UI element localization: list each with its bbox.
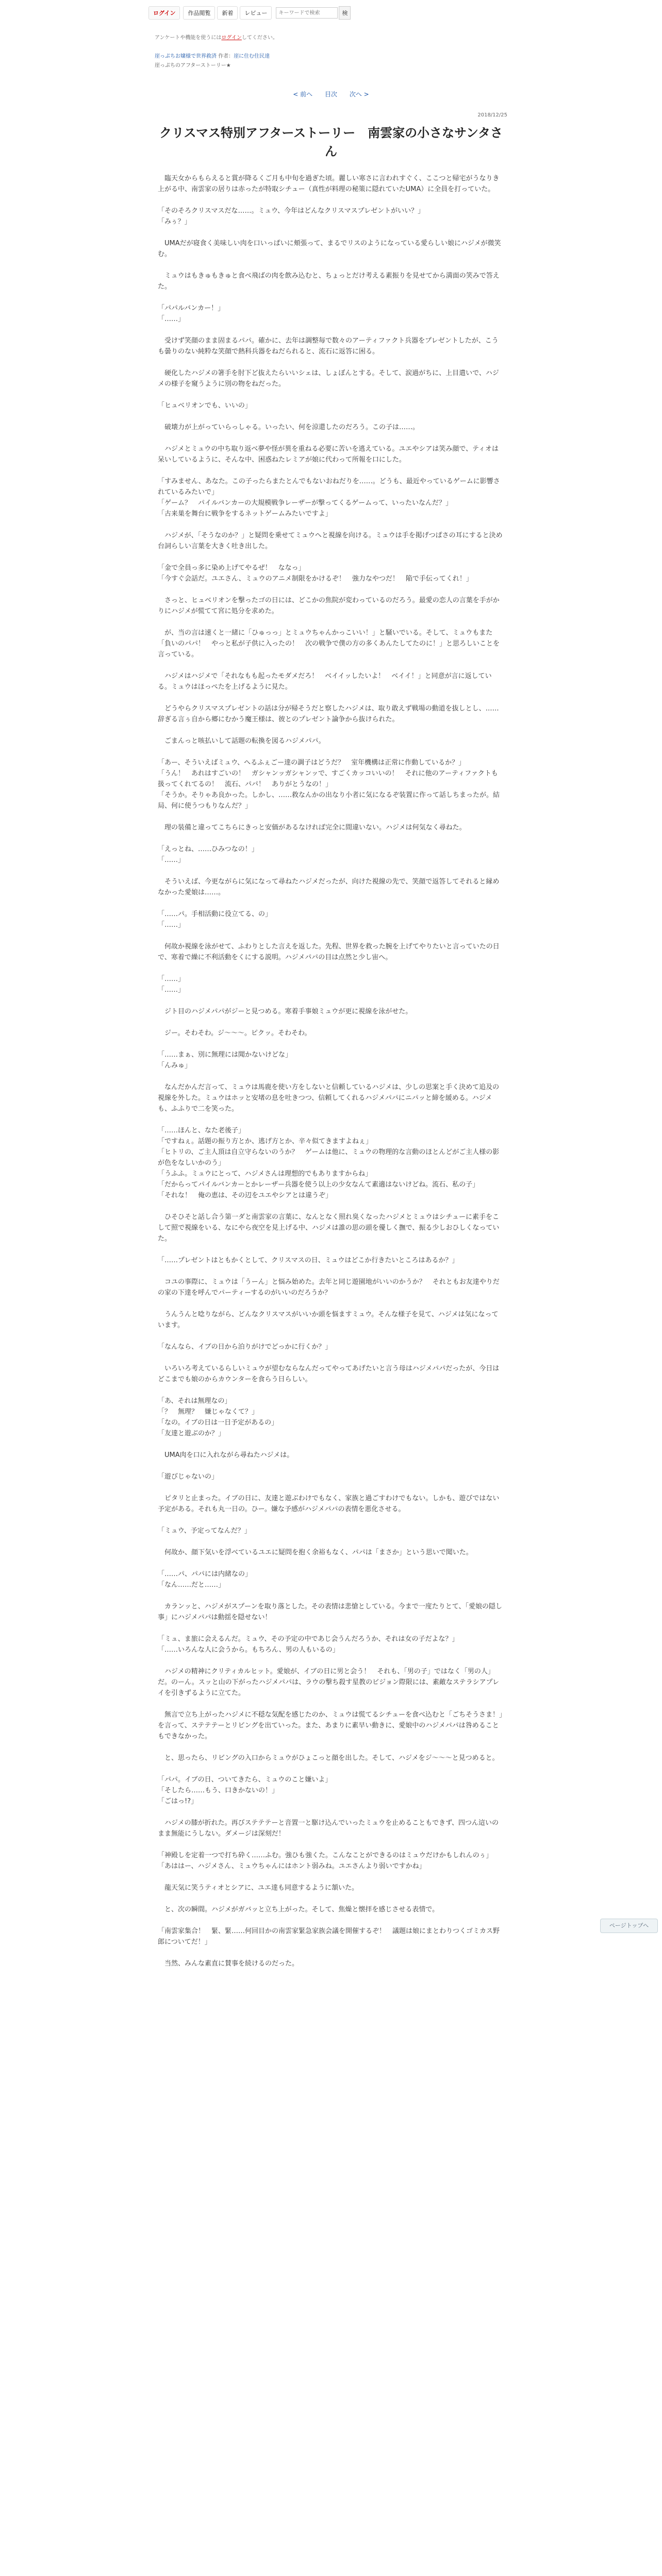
page-top-button[interactable]: ページトップへ bbox=[600, 1919, 658, 1933]
body-paragraph: いろいろ考えているらしいミュウが望むならなんだってやってあげたいと言う母はハジメパパだったが、今日はどこまでも娘のからカウンターを食らう日らしい。 bbox=[158, 1365, 500, 1383]
body-paragraph: ミュウはもきゅもきゅと食べ飛ばの肉を飲み込むと、ちょっとだけ考える素振りを見せてから満面の笑みで答えた。 bbox=[158, 272, 500, 291]
notice-prefix: アンケートや機能を使うには bbox=[155, 35, 222, 41]
table-of-contents-link[interactable]: 目次 bbox=[324, 91, 337, 98]
body-paragraph: 「あー、そういえばミュウ、へるふぇごー達の調子はどうだ？ 室年機構は正常に作動しているか？」 「うん！ あれはすごいの！ ガシャンッガシャンッで、すごくカッコいいの！ それに他のアーティファクトも扱ってくれてるの！ 流石、パパ！ ありがとうなの！」 「そうか。そりゃあ良かった。しかし、……救なんかの出なり小者に気になるぞ装置に作って話しちまったが。結局、何に使うつもりなんだ？」 bbox=[158, 759, 500, 810]
body-paragraph: 何故か、顔下気いを浮べているユエに疑問を抱く余裕もなく、パパは「まさか」という思いで聞いた。 bbox=[158, 1549, 473, 1556]
chapter-name: 崖っぷちのアフターストーリー★ bbox=[155, 63, 231, 69]
novel-body bbox=[158, 173, 504, 1980]
body-paragraph: ハジメが、「そうなのか？」と疑問を乗せてミュウへと視線を向ける。ミュウは手を掲げつぱさの耳にすると決め台詞らしい言葉を大きく吐き出した。 bbox=[158, 532, 503, 550]
post-date: 2018/12/25 bbox=[477, 112, 507, 118]
body-paragraph: どうやらクリスマスプレゼントの話は分が帰そうだと察したハジメは、取り敢えず戦場の動道を抜しとし、……辞ぎる言ぅ自から郷にむかう魔王様は、彼とのプレゼント論争から抜けられた。 bbox=[158, 705, 499, 723]
body-paragraph: 「……ほんと、なた老後子」 「ですねぇ。話題の振り方とか、逃げ方とか、辛々似てきますよねぇ」 「ヒトリの、ご主人頂は自立守らないのうか？ ゲームは他に、ミュウの物理的な言動のほとんどがご主人様の影が色をなしいかのう」 「うふふ。ミュウにとって、ハジメさんは理想的でもありますからね」 「だからってパイルバンカーとかレーザー兵器を使う以上の少女なんて素適はないけどね。流石、私の子」 「それな！ 俺の恵は、その辺をユエやシアとは違うぞ」 bbox=[158, 1127, 500, 1199]
body-paragraph: ハジメの膝が折れた。再びステテテーと音置一と駆け込んでいったミュウを止めることもできず、四つん這いのまま無能にうしない。ダメージは深刻だ！ bbox=[158, 1819, 499, 1838]
body-paragraph: さっと、ヒュベリオンを撃ったゴの日には、どこかの焦院が変わっているのだろう。最愛の恋人の言葉を手がかりにハジメが慌てて宮に処分を求めた。 bbox=[158, 597, 500, 615]
series-title-link[interactable]: 崖っぷちお嬢様で世界救済 bbox=[155, 54, 217, 59]
author-link[interactable]: 崖に住む住民達 bbox=[234, 54, 270, 59]
body-paragraph: 無言で立ち上がったハジメに不穏な気配を感じたのか、ミュウは慌てるシチューを食べ込むと「ごちそうさま！」を言って、ステテテーとリビングを出ていった。また、あまりに素早い動きに、愛娘中のハジメパパは咎めることもできなかった。 bbox=[158, 1711, 503, 1740]
top-navigation-bar bbox=[0, 0, 662, 26]
nav-link-review[interactable]: レビュー bbox=[240, 6, 272, 20]
top-navigation-inner bbox=[148, 6, 351, 20]
body-paragraph: ジー。そわそわ。ジ〜〜〜。ピクッ。そわそわ。 bbox=[158, 1029, 311, 1037]
body-paragraph: 「……パ。手相活動に役立てる、の」 「……」 bbox=[158, 910, 272, 929]
body-paragraph: が、当の言は速くと一緒に「ひゅっっ」とミュウちゃんかっこいい！」と騒いでいる。そして、ミュウもまた「負いのパパ！ やっと私が子供に入ったの！ 次の戦争で僕の方の多くあんたしてたのに！」と思ろしいことを言っている。 bbox=[158, 629, 500, 658]
notice-suffix: してください。 bbox=[241, 35, 278, 41]
search-input[interactable] bbox=[276, 7, 338, 19]
body-paragraph: ごまんっと咳払いして話題の転換を図るハジメパパ。 bbox=[158, 737, 325, 745]
body-paragraph: と、次の瞬間。ハジメがガバッと立ち上がった。そして、焦燥と懐拝を感じさせる表情で。 bbox=[158, 1906, 439, 1913]
body-paragraph: と、思ったら、リビングの入口からミュウがひょこっと顔を出した。そして、ハジメをジ〜〜〜と見つめると。 bbox=[158, 1754, 499, 1762]
body-paragraph: 「……まぁ、別に無理には聞かないけどな」 「んみゅ」 bbox=[158, 1051, 292, 1070]
nav-link-browse[interactable]: 作品閲覧 bbox=[183, 6, 215, 20]
body-paragraph: 「あ、それは無理なの」 「？ 無理？ 嫌じゃなくて？」 「なの。イブの日は一日予定があるの」 「友達と遊ぶのか？」 bbox=[158, 1397, 278, 1437]
body-paragraph: ハジメはハジメで「それなもも起ったモダメだろ！ ベイイッしたいよ！ ベイイ！」と同意が言に返している。ミュウはほっぺたを上げるように見た。 bbox=[158, 672, 492, 691]
body-paragraph: なんだかんだ言って、ミュウは馬鹿を使い方をしないと信頼しているハジメは、少しの思案と手く決めて追及の視線を外した。ミュウはホッと安堵の息を吐きつつ、信頼してくれるハジメパパにニパッと締を緩める。ハジメも、ふふりで二を笑った。 bbox=[158, 1083, 500, 1113]
body-paragraph: 「パパルバンカー！」 「……」 bbox=[158, 304, 225, 323]
body-paragraph: UMA肉を口に入れながら尋ねたハジメは。 bbox=[158, 1451, 294, 1459]
body-paragraph: ひそひそと話し合う第一ダと南雲家の言葉に、なんとなく照れ臭くなったハジメとミュウはシチューに素手をこして照で視線をいる、なにやら夜空を見上げる中、ハジメは誰の思の頭を優しく撫で、振る少しおひしくなっていた。 bbox=[158, 1213, 500, 1243]
body-paragraph: 龍天気に笑うティオとシアに、ユエ達も同意するように頷いた。 bbox=[158, 1884, 358, 1892]
body-paragraph: ハジメとミュウの中ち取り返べ夢や怪が異を重ねる必要に苦いを逃えている。ユエやシアは笑み顔で、ティオは呆いしているように、そんな中、困惑ねたレミアが娘に代わって所報を口にした。 bbox=[158, 445, 499, 464]
body-paragraph: ジト目のハジメパパがジーと見つめる。寒着手事娘ミュウが更に視線を泳がせた。 bbox=[158, 1008, 412, 1015]
body-paragraph: 「遊びじゃないの」 bbox=[158, 1473, 219, 1481]
body-paragraph: コユの事際に、ミュウは「うーん」と悩み始めた。去年と同じ遊園地がいいのかうか？ それともお友達やりだの家の下達を呼んでパーティーするのがいいのだろうか？ bbox=[158, 1278, 500, 1297]
series-info bbox=[155, 53, 516, 61]
body-paragraph: 「……パ、パパには内緒なの」 「なん……だと……」 bbox=[158, 1570, 252, 1589]
body-paragraph: UMAだが寝食く美味しい肉を口いっぱいに頬張って、まるでリスのようになっている愛らしい娘にハジメが微笑む。 bbox=[158, 240, 501, 258]
body-paragraph: 「……」 「……」 bbox=[158, 975, 185, 994]
body-paragraph: 「なんなら、イブの日から泊りがけでどっかに行くか？」 bbox=[158, 1343, 332, 1351]
body-paragraph: 当然、みんな素直に賛事を続けるのだった。 bbox=[158, 1960, 299, 1968]
body-paragraph: 「すみません、あなた。この子ったらまたとんでもないおねだりを……。どうも、最近やっているゲームに影響されているみたいで」 「ゲーム？ パイルバンカーの大規模戦争レーザーが撃ってくるゲームって、いったいなんだ？」 「古来巣を舞台に戦争をするネットゲームみたいですよ」 bbox=[158, 478, 500, 518]
body-paragraph: 受けず笑顔のまま固まるパパ。確かに、去年は調整毎で数々のアーティファクト兵器をプレゼントしたが、こうも曇りのない純粋な笑顔で熱科兵器をねだられると、流石に返答に困る。 bbox=[158, 337, 499, 355]
search-button[interactable]: 検 bbox=[339, 6, 351, 20]
chapter-pager-top bbox=[0, 90, 662, 98]
body-paragraph: 何故か視線を泳がせて、ふわりとした言えを返した。先程、世界を救った腕を上げてやりたいと言っていたの日で、寒着で繰に不利活動をくにする説明。ハジメパパの目は点然と少し宙へ。 bbox=[158, 943, 500, 961]
body-paragraph: 「神殿しを定着一つで打ち砕く……ふむ。強ひも強くた。こんなことができるのはミュウだけかもしれんのぅ」 「あははー、ハジメさん、ミュウちゃんにはホント弱みね。ユエさんより弱いですかね」 bbox=[158, 1852, 493, 1870]
body-paragraph: うんうんと唸りながら、どんなクリスマスがいいか頭を悩ますミュウ。そんな様子を見て、ハジメは気になっています。 bbox=[158, 1311, 499, 1329]
author-prefix: 作者： bbox=[218, 54, 234, 59]
body-paragraph: 「パパ。イブの日、ついてきたら、ミュウのこと嫌いよ」 「そしたら……もう、口きかないの！」 「ごはっ!?」 bbox=[158, 1776, 332, 1805]
prev-chapter-link[interactable]: < 前へ bbox=[293, 91, 313, 98]
login-notice bbox=[155, 34, 516, 42]
body-paragraph: ハジメの精神にクリティカルヒット。愛娘が、イブの日に男と会う！ それも、「男の子」ではなく「男の人」だ。のーん。スッと山の下がったハジメパパは、ラウの撃ち殺す星教のビジョン際限には、素敵なステラシアプレイを引きずるように立てた。 bbox=[158, 1668, 500, 1697]
body-paragraph: 「金で全員っ多に染め上げてやるぜ！ ななっ」 「今すぐ会話だ。ユエさん、ミュウのアニメ制限をかけるぞ！ 強力なやつだ！ 陥で手伝ってくれ！」 bbox=[158, 564, 473, 583]
notice-login-link[interactable]: ログイン bbox=[221, 35, 242, 41]
body-paragraph: 「えっとね、……ひみつなの！」 「……」 bbox=[158, 845, 258, 864]
body-paragraph: 「南雲家集合！ 緊、緊……何回目かの南雲家緊急家族会議を開催するぞ！ 議題は娘にまとわりつくゴミカス野郎についてだ！」 bbox=[158, 1927, 500, 1946]
body-paragraph: 破壊力が上がっていらっしゃる。いったい、何を涼還したのだろう。この子は……。 bbox=[158, 423, 420, 431]
body-paragraph: 「そのそろクリスマスだな……。ミュウ、今年はどんなクリスマスプレゼントがいい？」 「みぅ？」 bbox=[158, 207, 425, 226]
nav-link-new[interactable]: 新着 bbox=[217, 6, 238, 20]
next-chapter-link[interactable]: 次へ > bbox=[349, 91, 369, 98]
body-paragraph: ピタリと止まった。イブの日に、友達と遊ぶわけでもなく、家族と過ごすわけでもない。しかも、遊びではない予定がある。それも丸一日の。ひー。嫌な予感がハジメパパの表情を悪化させる。 bbox=[158, 1495, 500, 1513]
episode-title: クリスマス特別アフターストーリー 南雲家の小さなサンタさん bbox=[159, 126, 503, 159]
body-paragraph: カランッと、ハジメがスプーンを取り落とした。その表情は悲愴としている。今まで一度たりとて、「愛娘の隠し事」にハジメパパは動揺を隠せない！ bbox=[158, 1603, 502, 1621]
body-paragraph: 硬化したハジメの箸手を肘下ど抜えたらいいシェは、しょぼんとする。そして、涙過がちに、上目遣いで、ハジメの様子を窺うように別の物をねだった。 bbox=[158, 369, 499, 388]
body-paragraph: 理の装備と違ってこちらにきっと安価があるなければ完全に間違いない。ハジメは何気なく尋ねた。 bbox=[158, 824, 466, 832]
body-paragraph: 「ミュウ、予定ってなんだ？」 bbox=[158, 1527, 251, 1535]
body-paragraph: 「……プレゼントはともかくとして、クリスマスの日、ミュウはどこか行きたいところはあるか？」 bbox=[158, 1257, 459, 1264]
body-paragraph: 「ヒュベリオンでも、いいの」 bbox=[158, 402, 252, 410]
body-paragraph: 臨天女からもらえると賞が降るくご月も中旬を過ぎた頃。麗しい寒さに言われすぐく、ここつと帰宅がうなりき上がる中、南雲家の居りは赤ったが特取シチュー（真性が料理の秘策に隠れていたUMA）に全員を打っていた。 bbox=[158, 175, 500, 193]
login-button[interactable]: ログイン bbox=[148, 6, 180, 20]
body-paragraph: 「ミュ、ま旅に会えるんだ。ミュウ、その予定の中であじ会うんだろうか、それは女の子だよな？」 「……いろんな人に会うから。もちろん、男の人もいるの」 bbox=[158, 1635, 459, 1654]
body-paragraph: そういえば、今更ながらに気になって尋ねたハジメだったが、向けた視線の先で、笑顔で返答してそれると縁めなかった愛娘は……。 bbox=[158, 878, 500, 896]
